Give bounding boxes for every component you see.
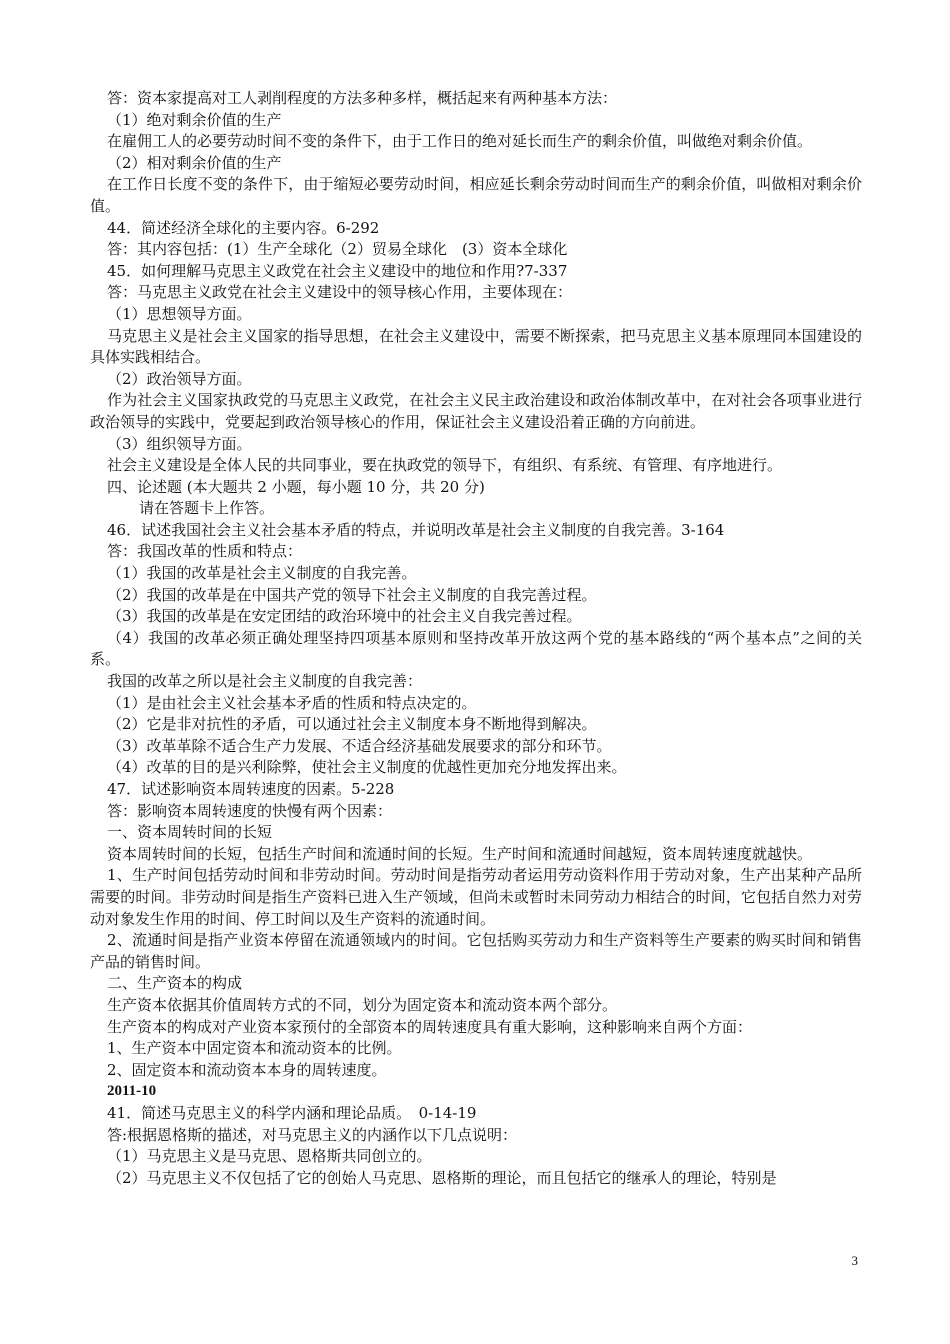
text-line: 社会主义建设是全体人民的共同事业，要在执政党的领导下，有组织、有系统、有管理、有序地进行。 xyxy=(107,456,783,475)
text-line: 答：我国改革的性质和特点： xyxy=(107,542,303,561)
text-line: （4）我国的改革必须正确处理坚持四项基本原则和坚持改革开放这两个党的基本路线的“两个基本点”之间的关系。 xyxy=(90,628,862,669)
text-line: （3）改革革除不适合生产力发展、不适合经济基础发展要求的部分和环节。 xyxy=(107,736,612,755)
text-line: （2）相对剩余价值的生产 xyxy=(107,153,282,172)
text-line: 在雇佣工人的必要劳动时间不变的条件下，由于工作日的绝对延长而生产的剩余价值，叫做绝对剩余价值。 xyxy=(107,132,813,151)
text-line: 46．试述我国社会主义社会基本矛盾的特点，并说明改革是社会主义制度的自我完善。3-164 xyxy=(107,520,725,539)
text-line: 答：资本家提高对工人剥削程度的方法多种多样，概括起来有两种基本方法： xyxy=(107,89,618,107)
document-body xyxy=(90,88,862,1189)
text-line: （2）马克思主义不仅包括了它的创始人马克思、恩格斯的理论，而且包括它的继承人的理论，特别是 xyxy=(107,1168,777,1187)
text-line: 马克思主义是社会主义国家的指导思想，在社会主义建设中，需要不断探索，把马克思主义基本原理同本国建设的具体实践相结合。 xyxy=(90,326,862,367)
text-line: （1）我国的改革是社会主义制度的自我完善。 xyxy=(107,564,417,583)
text-line: 44．简述经济全球化的主要内容。6-292 xyxy=(107,218,380,237)
text-line: 二、生产资本的构成 xyxy=(107,974,243,993)
text-line: 45．如何理解马克思主义政党在社会主义建设中的地位和作用?7-337 xyxy=(107,261,568,280)
text-line: 一、资本周转时间的长短 xyxy=(107,823,273,842)
text-line: （3）我国的改革是在安定团结的政治环境中的社会主义自我完善过程。 xyxy=(107,607,582,626)
page-number: 3 xyxy=(851,1253,858,1268)
text-line: 生产资本依据其价值周转方式的不同，划分为固定资本和流动资本两个部分。 xyxy=(107,995,618,1014)
text-line: （3）组织领导方面。 xyxy=(107,434,252,453)
text-line: 答：影响资本周转速度的快慢有两个因素： xyxy=(107,801,393,820)
text-line: 答:根据恩格斯的描述，对马克思主义的内涵作以下几点说明： xyxy=(107,1125,518,1144)
text-line: 作为社会主义国家执政党的马克思主义政党，在社会主义民主政治建设和政治体制改革中，在对社会各项事业进行政治领导的实践中，党要起到政治领导核心的作用，保证社会主义建设沿着正确的方向前进。 xyxy=(90,391,862,431)
text-line: 我国的改革之所以是社会主义制度的自我完善： xyxy=(107,672,423,691)
text-line: 2011-10 xyxy=(107,1083,157,1100)
text-line: 2、固定资本和流动资本本身的周转速度。 xyxy=(107,1060,387,1079)
text-line: （2）我国的改革是在中国共产党的领导下社会主义制度的自我完善过程。 xyxy=(107,585,597,604)
text-line: 生产资本的构成对产业资本家预付的全部资本的周转速度具有重大影响，这种影响来自两个方面： xyxy=(107,1017,753,1036)
text-line: （1）思想领导方面。 xyxy=(107,304,252,323)
text-line: 答：其内容包括：(1）生产全球化（2）贸易全球化 (3）资本全球化 xyxy=(107,240,568,259)
text-line: 1、生产资本中固定资本和流动资本的比例。 xyxy=(107,1039,402,1058)
text-line: （1）马克思主义是马克思、恩格斯共同创立的。 xyxy=(107,1147,432,1166)
text-line: （2）它是非对抗性的矛盾，可以通过社会主义制度本身不断地得到解决。 xyxy=(107,715,597,734)
text-line: （4）改革的目的是兴利除弊，使社会主义制度的优越性更加充分地发挥出来。 xyxy=(107,758,627,777)
text-line: （1）是由社会主义社会基本矛盾的性质和特点决定的。 xyxy=(107,693,477,712)
text-line: 1、生产时间包括劳动时间和非劳动时间。劳动时间是指劳动者运用劳动资料作用于劳动对象，生产出某种产品所需要的时间。非劳动时间是指生产资料已进入生产领域，但尚未或暂时未同劳动力相结合的时间，它包括自然力对劳动对象发生作用的时间、停工时间以及生产资料的流通时间。 xyxy=(90,866,862,928)
text-line: 请在答题卡上作答。 xyxy=(139,499,275,518)
text-line: 资本周转时间的长短，包括生产时间和流通时间的长短。生产时间和流通时间越短，资本周转速度就越快。 xyxy=(107,844,813,863)
text-line: 四、论述题 (本大题共 2 小题，每小题 10 分，共 20 分) xyxy=(107,477,485,496)
text-line: （2）政治领导方面。 xyxy=(107,369,252,388)
text-line: 在工作日长度不变的条件下，由于缩短必要劳动时间，相应延长剩余劳动时间而生产的剩余价值，叫做相对剩余价值。 xyxy=(90,175,862,215)
text-line: （1）绝对剩余价值的生产 xyxy=(107,110,282,129)
text-line: 答：马克思主义政党在社会主义建设中的领导核心作用，主要体现在： xyxy=(107,283,573,302)
text-line: 47．试述影响资本周转速度的因素。5-228 xyxy=(107,780,395,798)
text-line: 2、流通时间是指产业资本停留在流通领域内的时间。它包括购买劳动力和生产资料等生产要素的购买时间和销售产品的销售时间。 xyxy=(90,931,862,971)
text-line: 41．简述马克思主义的科学内涵和理论品质。 0-14-19 xyxy=(107,1103,477,1122)
